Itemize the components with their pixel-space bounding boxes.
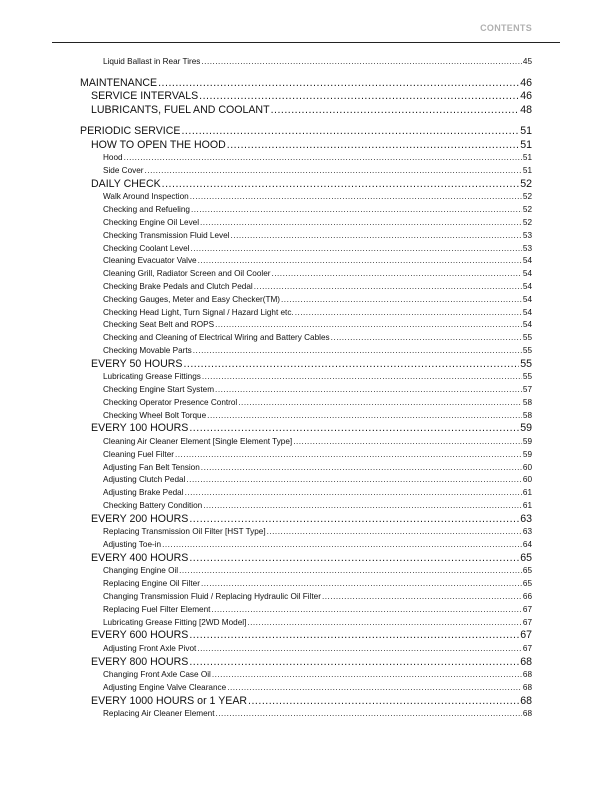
toc-entry-page: 51 xyxy=(522,166,532,176)
toc-entry[interactable] xyxy=(80,656,532,670)
toc-entry-title: Checking Wheel Bolt Torque xyxy=(103,410,207,420)
toc-entry[interactable] xyxy=(80,230,532,243)
header-rule xyxy=(52,42,560,43)
toc-entry[interactable] xyxy=(80,152,532,165)
dot-leader xyxy=(175,449,522,462)
toc-entry-title: Checking and Cleaning of Electrical Wiring and Battery Cables xyxy=(103,333,330,343)
dot-leader xyxy=(254,281,522,294)
toc-entry-title: EVERY 800 HOURS xyxy=(91,655,189,668)
toc-entry-title: Walk Around Inspection xyxy=(103,192,189,202)
dot-leader xyxy=(227,139,519,153)
toc-entry-title: DAILY CHECK xyxy=(91,177,161,190)
toc-entry[interactable] xyxy=(80,104,532,118)
dot-leader xyxy=(162,178,520,192)
toc-entry-page: 63 xyxy=(522,527,532,537)
dot-leader xyxy=(179,565,522,578)
toc-entry-title: Checking Engine Start System xyxy=(103,385,215,395)
toc-entry-page: 64 xyxy=(522,540,532,550)
toc-entry[interactable] xyxy=(80,578,532,591)
toc-entry-title: Adjusting Brake Pedal xyxy=(103,488,184,498)
toc-entry-page: 52 xyxy=(522,205,532,215)
toc-entry[interactable] xyxy=(80,56,532,69)
toc-entry-title: EVERY 600 HOURS xyxy=(91,629,189,642)
toc-entry-title: Checking Seat Belt and ROPS xyxy=(103,320,215,330)
toc-entry-title: LUBRICANTS, FUEL AND COOLANT xyxy=(91,103,270,116)
toc-entry-title: PERIODIC SERVICE xyxy=(80,125,181,138)
toc-entry-page: 55 xyxy=(522,333,532,343)
toc-entry-page: 51 xyxy=(522,153,532,163)
toc-entry[interactable] xyxy=(80,268,532,281)
toc-entry-page: 63 xyxy=(520,512,532,525)
dot-leader xyxy=(227,682,522,695)
toc-entry-title: Changing Front Axle Case Oil xyxy=(103,670,211,680)
dot-leader xyxy=(293,436,522,449)
dot-leader xyxy=(185,487,522,500)
toc-entry-page: 54 xyxy=(522,294,532,304)
toc-entry[interactable] xyxy=(80,695,532,709)
toc-entry[interactable] xyxy=(80,682,532,695)
toc-entry-page: 48 xyxy=(520,103,532,116)
dot-leader xyxy=(331,332,522,345)
toc-entry-page: 51 xyxy=(520,125,532,138)
dot-leader xyxy=(189,629,519,643)
toc-entry-title: Cleaning Air Cleaner Element [Single Element Type] xyxy=(103,436,293,446)
toc-entry[interactable] xyxy=(80,629,532,643)
toc-entry-title: EVERY 400 HOURS xyxy=(91,551,189,564)
toc-entry-page: 45 xyxy=(522,57,532,66)
dot-leader xyxy=(215,319,522,332)
dot-leader xyxy=(201,462,522,475)
toc-entry-page: 59 xyxy=(520,422,532,435)
dot-leader xyxy=(199,90,519,104)
toc-entry[interactable] xyxy=(80,384,532,397)
toc-entry[interactable] xyxy=(80,125,532,139)
dot-leader xyxy=(193,345,522,358)
toc-entry-page: 52 xyxy=(520,177,532,190)
dot-leader xyxy=(267,526,522,539)
toc-entry[interactable] xyxy=(80,449,532,462)
dot-leader xyxy=(124,152,522,165)
toc-entry[interactable] xyxy=(80,77,532,91)
dot-leader xyxy=(248,695,519,709)
toc-entry[interactable] xyxy=(80,165,532,178)
dot-leader xyxy=(191,204,522,217)
toc-entry-page: 59 xyxy=(522,449,532,459)
dot-leader xyxy=(190,243,521,256)
toc-entry-title: Cleaning Evacuator Valve xyxy=(103,256,197,266)
toc-entry[interactable] xyxy=(80,462,532,475)
toc-entry[interactable] xyxy=(80,487,532,500)
toc-entry-title: Replacing Engine Oil Filter xyxy=(103,579,200,589)
toc-entry[interactable] xyxy=(80,243,532,256)
toc-entry-page: 61 xyxy=(522,500,532,510)
toc-entry-page: 59 xyxy=(522,436,532,446)
toc-entry-page: 68 xyxy=(520,694,532,707)
dot-leader xyxy=(202,371,522,384)
toc-entry-page: 54 xyxy=(522,320,532,330)
toc-entry-page: 65 xyxy=(522,566,532,576)
toc-entry-title: Adjusting Fan Belt Tension xyxy=(103,462,200,472)
toc-entry-page: 46 xyxy=(520,76,532,89)
toc-entry[interactable] xyxy=(80,371,532,384)
toc-entry[interactable] xyxy=(80,526,532,539)
toc-entry-title: Checking Transmission Fluid Level xyxy=(103,230,230,240)
dot-leader xyxy=(215,384,522,397)
toc-entry-title: Side Cover xyxy=(103,166,144,176)
toc-entry-title: Replacing Air Cleaner Element xyxy=(103,709,215,719)
dot-leader xyxy=(201,56,522,69)
toc-entry-page: 54 xyxy=(522,269,532,279)
toc-entry-title: EVERY 50 HOURS xyxy=(91,357,183,370)
toc-entry-page: 51 xyxy=(520,138,532,151)
toc-entry-page: 68 xyxy=(520,655,532,668)
toc-entry-page: 55 xyxy=(522,345,532,355)
dot-leader xyxy=(212,669,522,682)
toc-entry[interactable] xyxy=(80,669,532,682)
toc-entry-page: 60 xyxy=(522,475,532,485)
toc-entry[interactable] xyxy=(80,345,532,358)
toc-entry-title: Changing Engine Oil xyxy=(103,566,179,576)
toc-entry-title: Cleaning Fuel Filter xyxy=(103,449,174,459)
dot-leader xyxy=(247,617,522,630)
toc-entry-page: 60 xyxy=(522,462,532,472)
dot-leader xyxy=(231,230,522,243)
toc-entry[interactable] xyxy=(80,397,532,410)
toc-entry-title: Adjusting Engine Valve Clearance xyxy=(103,682,227,692)
dot-leader xyxy=(183,358,519,372)
toc-entry-page: 52 xyxy=(522,217,532,227)
dot-leader xyxy=(189,552,519,566)
dot-leader xyxy=(198,255,522,268)
toc-entry[interactable] xyxy=(80,422,532,436)
dot-leader xyxy=(200,217,522,230)
toc-entry-title: MAINTENANCE xyxy=(80,76,158,89)
dot-leader xyxy=(189,656,519,670)
dot-leader xyxy=(201,578,522,591)
toc-entry[interactable] xyxy=(80,436,532,449)
dot-leader xyxy=(189,513,519,527)
toc-entry[interactable] xyxy=(80,474,532,487)
toc-entry[interactable] xyxy=(80,255,532,268)
dot-leader xyxy=(186,474,522,487)
toc-entry[interactable] xyxy=(80,191,532,204)
toc-entry-page: 54 xyxy=(522,256,532,266)
toc-entry[interactable] xyxy=(80,539,532,552)
toc-entry-title: Lubricating Grease Fittings xyxy=(103,372,201,382)
toc-entry[interactable] xyxy=(80,204,532,217)
toc-entry-title: Liquid Ballast in Rear Tires xyxy=(103,57,201,66)
toc-entry-page: 68 xyxy=(522,709,532,719)
toc-entry[interactable] xyxy=(80,604,532,617)
toc-entry[interactable] xyxy=(80,617,532,630)
dot-leader xyxy=(216,708,522,721)
dot-leader xyxy=(271,104,520,118)
toc-entry-title: Hood xyxy=(103,153,123,163)
toc-entry-title: Replacing Fuel Filter Element xyxy=(103,604,211,614)
toc-entry-page: 58 xyxy=(522,397,532,407)
toc-entry[interactable] xyxy=(80,552,532,566)
toc-entry[interactable] xyxy=(80,565,532,578)
toc-entry-page: 65 xyxy=(522,579,532,589)
toc-entry-title: SERVICE INTERVALS xyxy=(91,90,199,103)
toc-entry[interactable] xyxy=(80,178,532,192)
toc-entry-page: 67 xyxy=(522,604,532,614)
dot-leader xyxy=(158,77,519,91)
toc-entry-page: 52 xyxy=(522,192,532,202)
dot-leader xyxy=(197,643,522,656)
toc-entry-page: 66 xyxy=(522,591,532,601)
toc-entry[interactable] xyxy=(80,410,532,423)
dot-leader xyxy=(322,591,522,604)
toc-entry[interactable] xyxy=(80,139,532,153)
toc-entry-title: HOW TO OPEN THE HOOD xyxy=(91,138,226,151)
toc-entry-title: EVERY 200 HOURS xyxy=(91,512,189,525)
page-header-label: CONTENTS xyxy=(480,23,532,33)
dot-leader xyxy=(203,500,522,513)
table-of-contents xyxy=(80,56,532,721)
dot-leader xyxy=(295,307,522,320)
toc-entry-title: Checking Coolant Level xyxy=(103,243,190,253)
toc-entry-title: EVERY 1000 HOURS or 1 YEAR xyxy=(91,694,248,707)
dot-leader xyxy=(211,604,521,617)
dot-leader xyxy=(271,268,521,281)
toc-entry-title: Checking Brake Pedals and Clutch Pedal xyxy=(103,281,253,291)
toc-entry-title: Checking Operator Presence Control xyxy=(103,397,238,407)
toc-entry-page: 53 xyxy=(522,243,532,253)
toc-entry-page: 55 xyxy=(520,357,532,370)
toc-entry-page: 53 xyxy=(522,230,532,240)
dot-leader xyxy=(181,125,519,139)
toc-entry-page: 67 xyxy=(522,617,532,627)
toc-entry-page: 54 xyxy=(522,307,532,317)
toc-entry-page: 46 xyxy=(520,90,532,103)
toc-entry-title: Adjusting Clutch Pedal xyxy=(103,475,186,485)
toc-entry-title: Checking Head Light, Turn Signal / Hazard Light etc. xyxy=(103,307,294,317)
toc-entry[interactable] xyxy=(80,294,532,307)
toc-entry[interactable] xyxy=(80,513,532,527)
toc-entry[interactable] xyxy=(80,500,532,513)
toc-entry-page: 65 xyxy=(520,551,532,564)
toc-entry-page: 61 xyxy=(522,488,532,498)
toc-entry-title: Checking Engine Oil Level xyxy=(103,217,200,227)
toc-entry-page: 55 xyxy=(522,372,532,382)
toc-entry-title: EVERY 100 HOURS xyxy=(91,422,189,435)
toc-entry[interactable] xyxy=(80,358,532,372)
toc-entry-page: 68 xyxy=(522,682,532,692)
toc-entry-title: Cleaning Grill, Radiator Screen and Oil Cooler xyxy=(103,269,271,279)
toc-entry-page: 67 xyxy=(522,643,532,653)
toc-entry[interactable] xyxy=(80,90,532,104)
toc-entry[interactable] xyxy=(80,319,532,332)
toc-entry[interactable] xyxy=(80,591,532,604)
dot-leader xyxy=(207,410,522,423)
toc-entry-title: Adjusting Front Axle Pivot xyxy=(103,643,197,653)
dot-leader xyxy=(281,294,522,307)
toc-entry-title: Checking Movable Parts xyxy=(103,345,192,355)
toc-entry[interactable] xyxy=(80,217,532,230)
toc-entry-title: Adjusting Toe-in xyxy=(103,540,162,550)
dot-leader xyxy=(190,191,522,204)
toc-entry-title: Checking Battery Condition xyxy=(103,500,203,510)
dot-leader xyxy=(145,165,522,178)
toc-entry[interactable] xyxy=(80,332,532,345)
toc-entry[interactable] xyxy=(80,708,532,721)
toc-entry-title: Lubricating Grease Fitting [2WD Model] xyxy=(103,617,247,627)
toc-entry[interactable] xyxy=(80,307,532,320)
toc-entry-page: 58 xyxy=(522,410,532,420)
toc-entry[interactable] xyxy=(80,643,532,656)
toc-entry-title: Checking Gauges, Meter and Easy Checker(TM) xyxy=(103,294,281,304)
toc-entry-title: Checking and Refueling xyxy=(103,205,190,215)
dot-leader xyxy=(238,397,522,410)
toc-entry-title: Changing Transmission Fluid / Replacing Hydraulic Oil Filter xyxy=(103,591,321,601)
toc-entry-page: 68 xyxy=(522,670,532,680)
toc-entry-title: Replacing Transmission Oil Filter [HST Type] xyxy=(103,527,266,537)
toc-entry-page: 67 xyxy=(520,629,532,642)
toc-entry[interactable] xyxy=(80,281,532,294)
dot-leader xyxy=(162,539,522,552)
toc-entry-page: 57 xyxy=(522,385,532,395)
toc-entry-page: 54 xyxy=(522,281,532,291)
dot-leader xyxy=(189,422,519,436)
